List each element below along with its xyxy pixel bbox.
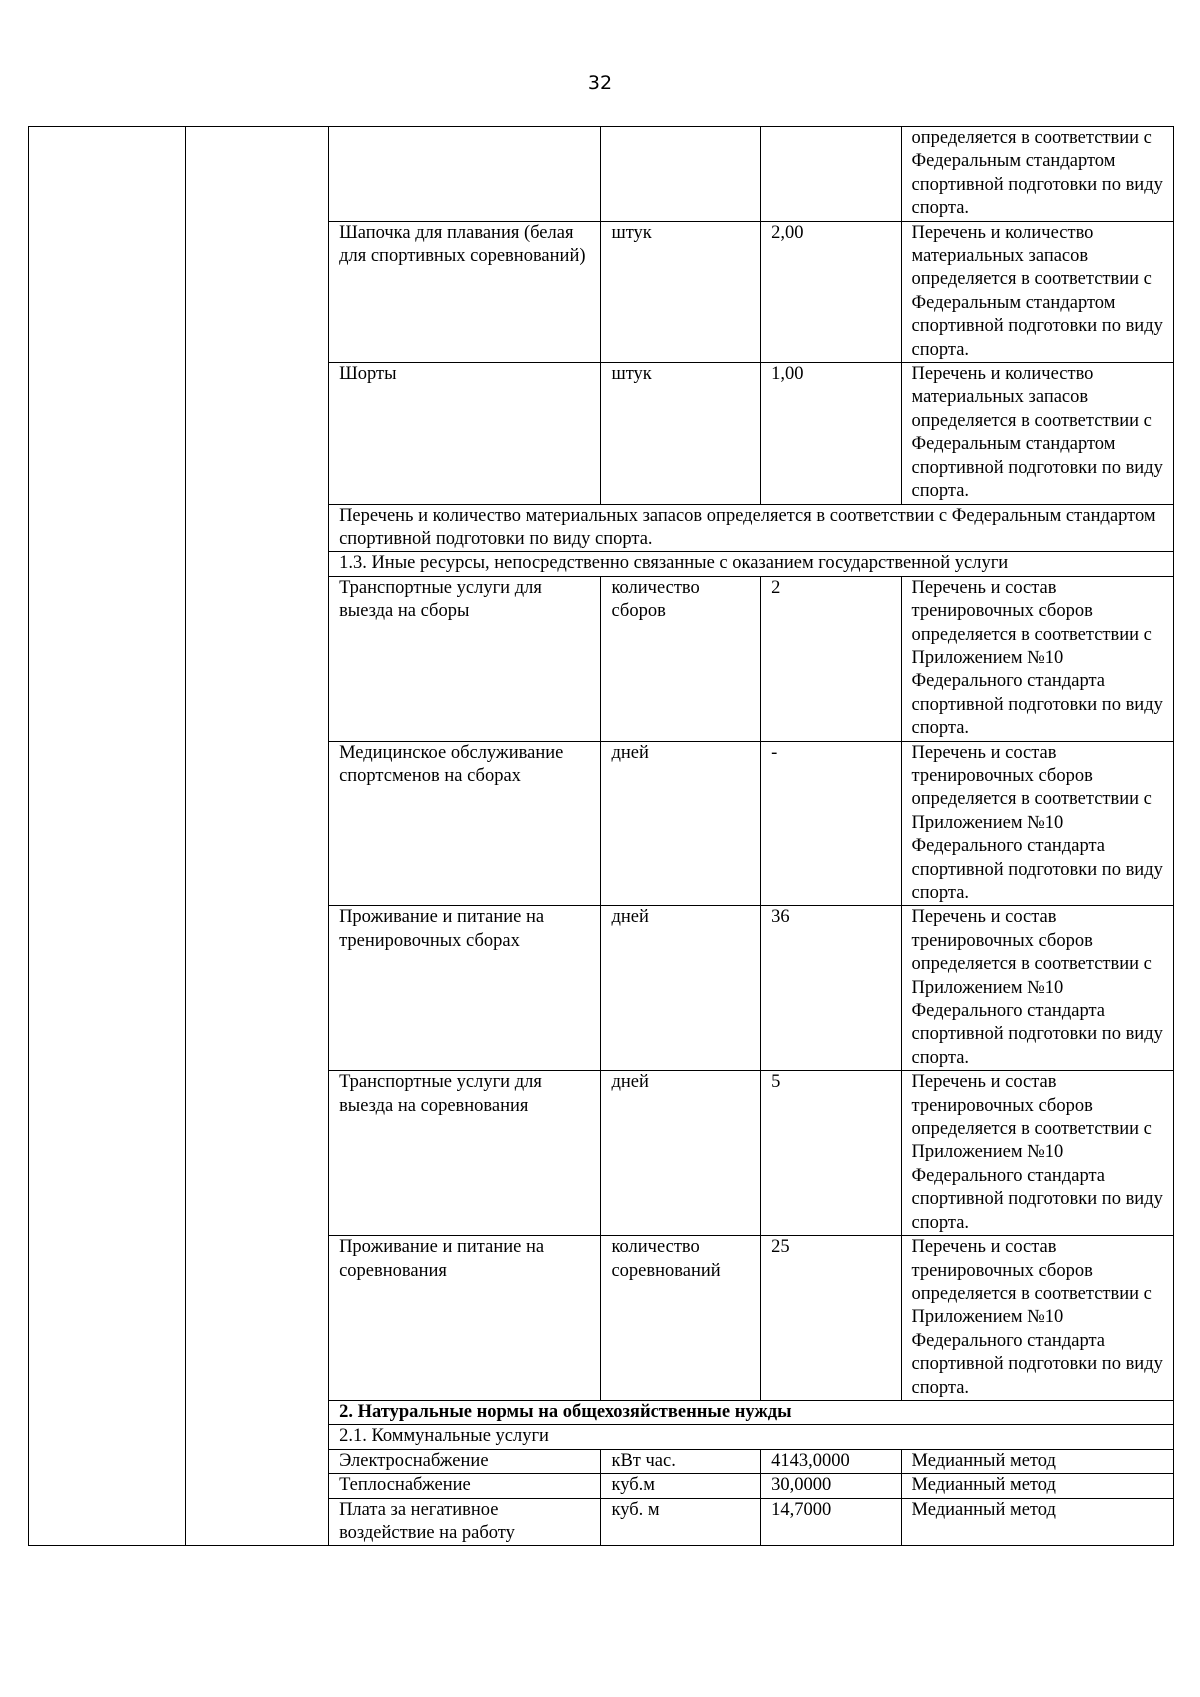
resource-name-cell: Теплоснабжение: [329, 1474, 601, 1498]
value-cell: 4143,0000: [761, 1449, 901, 1473]
value-cell: -: [761, 741, 901, 906]
note-cell: Перечень и состав тренировочных сборов определяется в соответствии с Приложением №10 Федерального стандарта спортивной подготовки по виду спорта.: [901, 1236, 1173, 1401]
value-cell: 14,7000: [761, 1498, 901, 1546]
value-cell: 30,0000: [761, 1474, 901, 1498]
note-cell: Медианный метод: [901, 1449, 1173, 1473]
section-heading-1-3: 1.3. Иные ресурсы, непосредственно связанные с оказанием государственной услуги: [329, 552, 1174, 576]
resource-name-cell: Транспортные услуги для выезда на соревнования: [329, 1071, 601, 1236]
resource-name-cell: Транспортные услуги для выезда на сборы: [329, 576, 601, 741]
section-heading-2: 2. Натуральные нормы на общехозяйственные нужды: [329, 1400, 1174, 1424]
page-number: 32: [587, 72, 613, 94]
unit-cell: куб.м: [601, 1474, 761, 1498]
resource-name-cell: Шорты: [329, 363, 601, 504]
value-cell: 25: [761, 1236, 901, 1401]
unit-cell: количество сборов: [601, 576, 761, 741]
resource-name-cell: Шапочка для плавания (белая для спортивных соревнований): [329, 221, 601, 362]
note-cell: Перечень и количество материальных запасов определяется в соответствии с Федеральным стандартом спортивной подготовки по виду спорта.: [901, 363, 1173, 504]
unit-cell: кВт час.: [601, 1449, 761, 1473]
note-cell: Перечень и состав тренировочных сборов определяется в соответствии с Приложением №10 Федерального стандарта спортивной подготовки по виду спорта.: [901, 906, 1173, 1071]
value-cell: 2: [761, 576, 901, 741]
table-row: [29, 127, 1174, 222]
left-empty-column-2: [186, 127, 329, 1546]
unit-cell: дней: [601, 1071, 761, 1236]
resource-name-cell: Плата за негативное воздействие на работу: [329, 1498, 601, 1546]
resource-name-cell: Электроснабжение: [329, 1449, 601, 1473]
unit-cell: дней: [601, 906, 761, 1071]
value-cell: 36: [761, 906, 901, 1071]
note-cell: Медианный метод: [901, 1498, 1173, 1546]
section-heading-2-1: 2.1. Коммунальные услуги: [329, 1425, 1174, 1449]
note-cell: определяется в соответствии с Федеральным стандартом спортивной подготовки по виду спорта.: [901, 127, 1173, 222]
unit-cell: количество соревнований: [601, 1236, 761, 1401]
note-cell: Перечень и состав тренировочных сборов определяется в соответствии с Приложением №10 Федерального стандарта спортивной подготовки по виду спорта.: [901, 576, 1173, 741]
unit-cell: штук: [601, 363, 761, 504]
norms-table: [28, 126, 1174, 1546]
resource-name-cell: Проживание и питание на соревнования: [329, 1236, 601, 1401]
resource-name-cell: Проживание и питание на тренировочных сборах: [329, 906, 601, 1071]
value-cell: 1,00: [761, 363, 901, 504]
unit-cell: куб. м: [601, 1498, 761, 1546]
unit-cell: [601, 127, 761, 222]
value-cell: 2,00: [761, 221, 901, 362]
resource-name-cell: Медицинское обслуживание спортсменов на сборах: [329, 741, 601, 906]
resource-name-cell: [329, 127, 601, 222]
note-cell: Перечень и состав тренировочных сборов определяется в соответствии с Приложением №10 Федерального стандарта спортивной подготовки по виду спорта.: [901, 1071, 1173, 1236]
note-cell: Перечень и состав тренировочных сборов определяется в соответствии с Приложением №10 Федерального стандарта спортивной подготовки по виду спорта.: [901, 741, 1173, 906]
summary-note-cell: Перечень и количество материальных запасов определяется в соответствии с Федеральным стандартом спортивной подготовки по виду спорта.: [329, 504, 1174, 552]
unit-cell: дней: [601, 741, 761, 906]
value-cell: 5: [761, 1071, 901, 1236]
note-cell: Перечень и количество материальных запасов определяется в соответствии с Федеральным стандартом спортивной подготовки по виду спорта.: [901, 221, 1173, 362]
note-cell: Медианный метод: [901, 1474, 1173, 1498]
value-cell: [761, 127, 901, 222]
unit-cell: штук: [601, 221, 761, 362]
left-empty-column-1: [29, 127, 186, 1546]
